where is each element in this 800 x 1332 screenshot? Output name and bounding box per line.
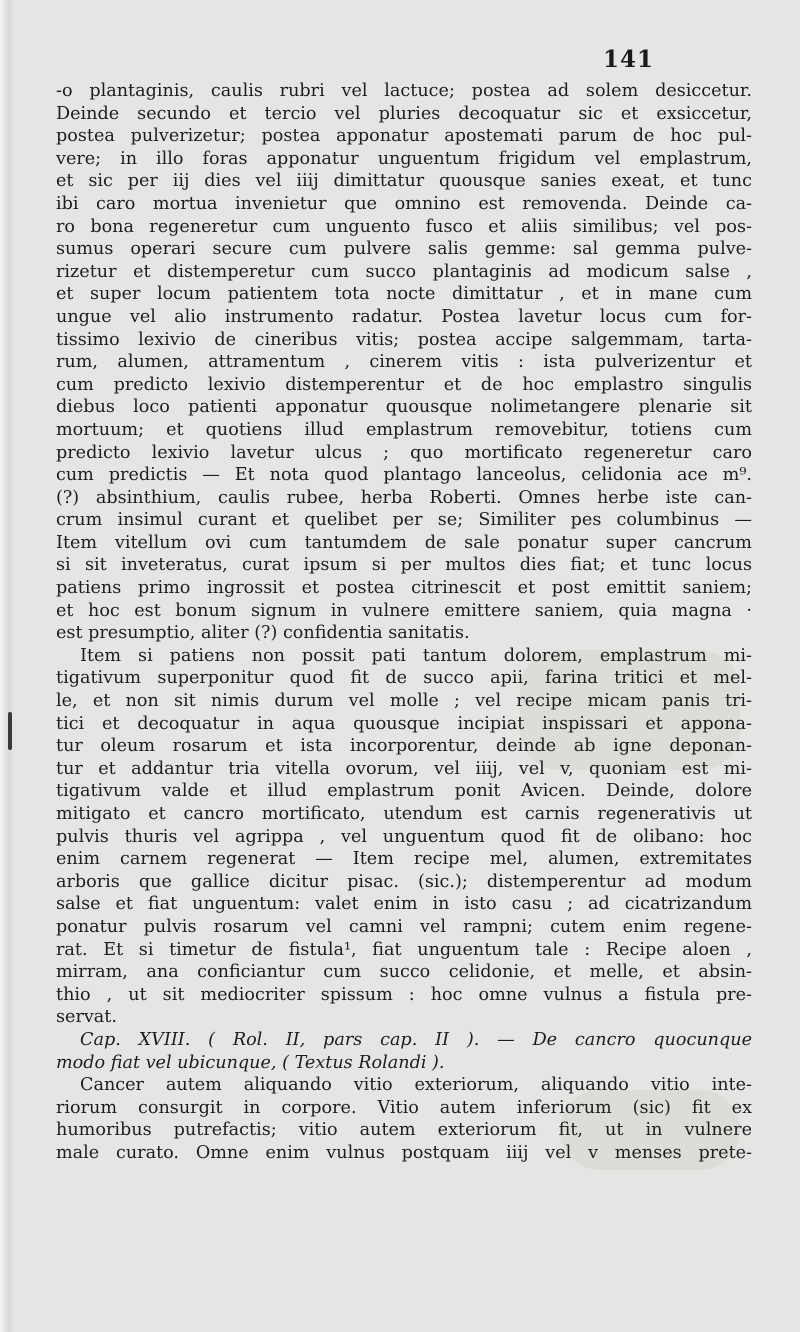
text-line: tici et decoquatur in aqua quousque incipiat inspissari et appona- (56, 713, 752, 734)
text-line: rum, alumen, attramentum , cinerem vitis : ista pulverizentur et (56, 352, 752, 373)
text-line: tigativum valde et illud emplastrum ponit Avicen. Deinde, dolore (56, 781, 752, 802)
text-line: humoribus putrefactis; vitio autem exteriorum fit, ut in vulnere (56, 1120, 752, 1141)
text-line: et super locum patientem tota nocte dimittatur , et in mane cum (56, 284, 752, 305)
text-line: postea pulverizetur; postea apponatur apostemati parum de hoc pul- (56, 126, 752, 147)
text-line: ro bona regeneretur cum unguento fusco et aliis similibus; vel pos- (56, 216, 752, 237)
page-number: 141 (603, 46, 655, 73)
gutter-shadow (0, 0, 14, 1332)
text-line: tigativum superponitur quod fit de succo apii, farina tritici et mel- (56, 668, 752, 689)
chapter-heading: Cap. XVIII. ( Rol. II, pars cap. II ). — De cancro quocunque (80, 1029, 752, 1050)
text-line: si sit inveteratus, curat ipsum si per multos dies fiat; et tunc locus (56, 555, 752, 576)
text-line: ibi caro mortua invenietur que omnino est removenda. Deinde ca- (56, 193, 752, 214)
body-text (56, 80, 752, 1165)
text-line: tur oleum rosarum et ista incorporentur, deinde ab igne deponan- (56, 736, 752, 757)
text-line: pulvis thuris vel agrippa , vel unguentum quod fit de olibano: hoc (56, 826, 752, 847)
text-line: -o plantaginis, caulis rubri vel lactuce; postea ad solem desiccetur. (56, 81, 752, 101)
text-line: cum predicto lexivio distemperentur et de hoc emplastro singulis (56, 374, 752, 395)
text-line: crum insimul curant et quelibet per se; Similiter pes columbinus — (56, 510, 752, 531)
text-line: Deinde secundo et tercio vel pluries decoquatur sic et exsiccetur, (56, 103, 752, 124)
text-line: Item vitellum ovi cum tantumdem de sale ponatur super cancrum (56, 532, 752, 553)
text-line: patiens primo ingrossit et postea citrinescit et post emittit saniem; (56, 578, 752, 599)
text-line: mirram, ana conficiantur cum succo celidonie, et melle, et absin- (56, 962, 752, 983)
text-line: riorum consurgit in corpore. Vitio autem inferiorum (sic) fit ex (56, 1097, 752, 1118)
text-line: mortuum; et quotiens illud emplastrum removebitur, totiens cum (56, 419, 752, 440)
text-line: (?) absinthium, caulis rubee, herba Roberti. Omnes herbe iste can- (56, 487, 752, 508)
text-line: est presumptio, aliter (?) confidentia sanitatis. (56, 623, 470, 644)
text-line: diebus loco patienti apponatur quousque nolimetangere plenarie sit (56, 397, 752, 418)
text-line: cum predictis — Et nota quod plantago lanceolus, celidonia ace m⁹. (56, 465, 752, 486)
text-line: mitigato et cancro mortificato, utendum est carnis regenerativis ut (56, 804, 752, 824)
margin-mark (8, 712, 12, 750)
text-line: rizetur et distemperetur cum succo plantaginis ad modicum salse , (56, 261, 752, 282)
text-line: sumus operari secure cum pulvere salis gemme: sal gemma pulve- (56, 239, 752, 260)
text-line: arboris que gallice dicitur pisac. (sic.); distemperentur ad modum (56, 871, 752, 892)
text-line: Item si patiens non possit pati tantum dolorem, emplastrum mi- (80, 645, 752, 666)
text-line: rat. Et si timetur de fistula¹, fiat unguentum tale : Recipe aloen , (56, 939, 752, 960)
text-line: vere; in illo foras apponatur unguentum frigidum vel emplastrum, (56, 148, 752, 169)
text-line: enim carnem regenerat — Item recipe mel, alumen, extremitates (56, 849, 752, 870)
text-line: tur et addantur tria vitella ovorum, vel iiij, vel v, quoniam est mi- (56, 758, 752, 779)
text-line: et hoc est bonum signum in vulnere emittere saniem, quia magna · (56, 600, 752, 621)
text-line: male curato. Omne enim vulnus postquam iiij vel v menses prete- (56, 1142, 752, 1163)
text-line: le, et non sit nimis durum vel molle ; vel recipe micam panis tri- (56, 691, 752, 712)
text-line: et sic per iij dies vel iiij dimittatur quousque sanies exeat, et tunc (56, 171, 752, 192)
text-line: thio , ut sit mediocriter spissum : hoc omne vulnus a fistula pre- (56, 984, 752, 1005)
text-line: ponatur pulvis rosarum vel camni vel rampni; cutem enim regene- (56, 916, 752, 937)
text-line: Cancer autem aliquando vitio exteriorum, aliquando vitio inte- (80, 1075, 752, 1096)
chapter-heading: modo fiat vel ubicunque, ( Textus Rolandi ). (56, 1052, 445, 1073)
text-line: servat. (56, 1007, 117, 1028)
text-line: tissimo lexivio de cineribus vitis; postea accipe salgemmam, tarta- (56, 329, 752, 350)
text-line: predicto lexivio lavetur ulcus ; quo mortificato regeneretur caro (56, 442, 752, 463)
text-line: ungue vel alio instrumento radatur. Postea lavetur locus cum for- (56, 306, 752, 327)
text-line: salse et fiat unguentum: valet enim in isto casu ; ad cicatrizandum (56, 894, 752, 915)
